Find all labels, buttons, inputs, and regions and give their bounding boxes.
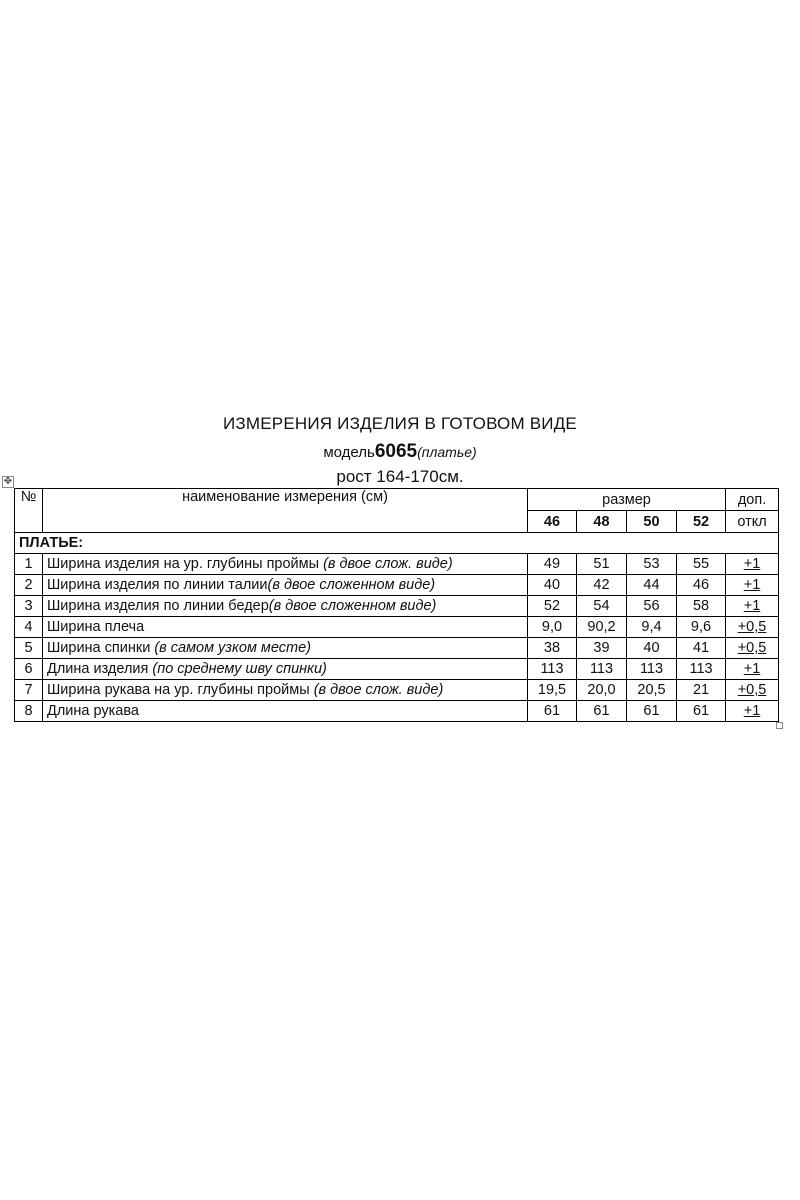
- size-value-52: 41: [677, 638, 726, 659]
- tolerance-value: +1: [726, 659, 779, 680]
- tolerance-value: +0,5: [726, 638, 779, 659]
- col-number-header: №: [15, 489, 43, 533]
- table-row: [15, 554, 779, 575]
- size-value-50: 56: [627, 596, 677, 617]
- measurement-note: (в двое сложенном виде): [267, 577, 436, 593]
- size-48-header: 48: [577, 511, 627, 533]
- table-row: [15, 596, 779, 617]
- tolerance-value: +1: [726, 575, 779, 596]
- size-value-46: 61: [528, 701, 577, 722]
- size-value-48: 90,2: [577, 617, 627, 638]
- measurement-name: Ширина плеча: [47, 619, 145, 635]
- col-tolerance-header-2: откл: [726, 511, 779, 533]
- measurement-note: (в двое слож. виде): [323, 556, 453, 572]
- size-value-50: 40: [627, 638, 677, 659]
- measurement-name: Ширина рукава на ур. глубины проймы: [47, 682, 314, 698]
- row-number: 6: [15, 659, 43, 680]
- size-value-52: 9,6: [677, 617, 726, 638]
- size-value-50: 53: [627, 554, 677, 575]
- table-move-handle-icon[interactable]: ✥: [3, 476, 13, 487]
- measurement-note: (в двое слож. виде): [313, 682, 444, 698]
- tolerance-value: +0,5: [726, 680, 779, 701]
- table-row: [15, 575, 779, 596]
- measurement-name: Ширина изделия по линии бедер: [47, 598, 269, 614]
- size-value-46: 38: [528, 638, 577, 659]
- size-value-50: 61: [627, 701, 677, 722]
- size-value-50: 44: [627, 575, 677, 596]
- row-number: 2: [15, 575, 43, 596]
- size-value-46: 52: [528, 596, 577, 617]
- measurement-name: Ширина спинки: [47, 640, 155, 656]
- table-row: [15, 680, 779, 701]
- model-line: [0, 441, 800, 463]
- size-value-46: 49: [528, 554, 577, 575]
- model-number: 6065: [374, 441, 418, 462]
- measurement-note: (в двое сложенном виде): [268, 598, 437, 614]
- size-value-48: 42: [577, 575, 627, 596]
- header-row-1: [15, 489, 779, 511]
- size-value-48: 51: [577, 554, 627, 575]
- row-number: 1: [15, 554, 43, 575]
- table-row: [15, 638, 779, 659]
- size-46-header: 46: [528, 511, 577, 533]
- size-value-48: 61: [577, 701, 627, 722]
- row-number: 4: [15, 617, 43, 638]
- size-value-52: 46: [677, 575, 726, 596]
- table-row: [15, 701, 779, 722]
- size-value-48: 113: [577, 659, 627, 680]
- measurement-name-cell: [43, 596, 528, 617]
- measurement-name-cell: [43, 638, 528, 659]
- section-label: ПЛАТЬЕ:: [15, 533, 779, 554]
- section-row: [15, 533, 779, 554]
- model-prefix: модель: [323, 444, 375, 461]
- tolerance-value: +1: [726, 596, 779, 617]
- col-size-header: размер: [528, 489, 726, 511]
- measurement-name-cell: [43, 554, 528, 575]
- row-number: 7: [15, 680, 43, 701]
- measurement-name-cell: [43, 575, 528, 596]
- size-value-48: 39: [577, 638, 627, 659]
- size-50-header: 50: [627, 511, 677, 533]
- tolerance-value: +1: [726, 554, 779, 575]
- tolerance-value: +0,5: [726, 617, 779, 638]
- size-value-46: 9,0: [528, 617, 577, 638]
- table-resize-handle[interactable]: [776, 722, 783, 729]
- measurement-name: Ширина изделия на ур. глубины проймы: [47, 556, 324, 572]
- size-value-52: 58: [677, 596, 726, 617]
- document-title: ИЗМЕРЕНИЯ ИЗДЕЛИЯ В ГОТОВОМ ВИДЕ: [223, 414, 577, 433]
- size-value-46: 19,5: [528, 680, 577, 701]
- size-value-46: 40: [528, 575, 577, 596]
- measurement-name-cell: [43, 617, 528, 638]
- measurement-note: (по среднему шву спинки): [152, 661, 327, 677]
- size-value-50: 9,4: [627, 617, 677, 638]
- table-row: [15, 617, 779, 638]
- size-52-header: 52: [677, 511, 726, 533]
- size-value-50: 20,5: [627, 680, 677, 701]
- measurement-name: Длина рукава: [47, 703, 139, 719]
- model-kind: (платье): [417, 444, 477, 460]
- row-number: 5: [15, 638, 43, 659]
- table-row: [15, 659, 779, 680]
- size-value-52: 21: [677, 680, 726, 701]
- measurement-name: Ширина изделия по линии талии: [47, 577, 268, 593]
- size-value-48: 54: [577, 596, 627, 617]
- col-tolerance-header-1: доп.: [726, 489, 779, 511]
- size-value-52: 61: [677, 701, 726, 722]
- measurement-note: (в самом узком месте): [154, 640, 311, 656]
- measurements-table: [14, 488, 779, 722]
- size-value-50: 113: [627, 659, 677, 680]
- col-name-header: наименование измерения (см): [43, 489, 528, 533]
- size-value-52: 113: [677, 659, 726, 680]
- tolerance-value: +1: [726, 701, 779, 722]
- measurement-name-cell: [43, 659, 528, 680]
- size-value-46: 113: [528, 659, 577, 680]
- row-number: 8: [15, 701, 43, 722]
- measurement-name-cell: [43, 701, 528, 722]
- measurement-name: Длина изделия: [47, 661, 153, 677]
- size-value-52: 55: [677, 554, 726, 575]
- size-value-48: 20,0: [577, 680, 627, 701]
- height-range: рост 164-170см.: [336, 467, 464, 486]
- measurement-name-cell: [43, 680, 528, 701]
- row-number: 3: [15, 596, 43, 617]
